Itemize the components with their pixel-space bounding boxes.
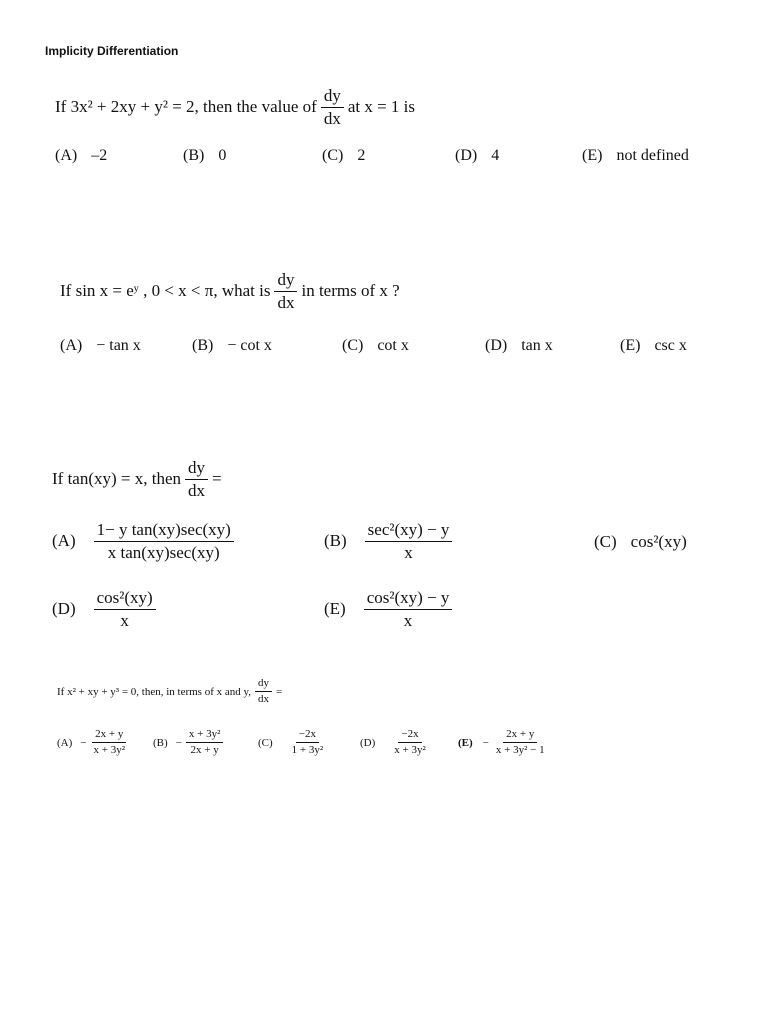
- option-label: (B): [192, 337, 214, 354]
- option-label: (C): [322, 147, 344, 164]
- fraction-denominator: x: [403, 610, 413, 630]
- option-label: (D): [485, 337, 508, 354]
- fraction-denominator: x: [404, 542, 413, 562]
- q1-equation: 3x² + 2xy + y² = 2,: [70, 97, 199, 117]
- q4-option-b[interactable]: [153, 728, 227, 757]
- q3-option-e[interactable]: [324, 588, 456, 630]
- option-label: (A): [57, 736, 73, 749]
- option-label: (C): [342, 337, 364, 354]
- q1-option-e[interactable]: [582, 147, 689, 165]
- option-label: (C): [594, 532, 617, 551]
- q1-option-a[interactable]: [55, 147, 107, 165]
- q4-option-a[interactable]: [57, 728, 132, 757]
- option-fraction: [186, 728, 224, 757]
- fraction-numerator: sec²(xy) − y: [365, 520, 453, 542]
- fraction-numerator: x + 3y²: [186, 728, 224, 743]
- option-fraction: [365, 520, 453, 562]
- option-label: (E): [324, 599, 346, 619]
- option-fraction: [289, 728, 327, 757]
- question-1-stem: [55, 86, 415, 128]
- q3-option-b[interactable]: [324, 520, 456, 562]
- fraction-denominator: x + 3y²: [93, 744, 126, 757]
- option-fraction: [493, 728, 548, 757]
- fraction-numerator: 2x + y: [503, 728, 537, 743]
- fraction-numerator: cos²(xy): [94, 588, 156, 610]
- option-value: 0: [218, 147, 227, 164]
- option-value: cot x: [377, 337, 409, 354]
- option-label: (C): [258, 736, 273, 749]
- q1-option-c[interactable]: [322, 147, 365, 165]
- fraction-numerator: dy: [321, 86, 344, 108]
- option-label: (B): [153, 736, 168, 749]
- option-value: − cot x: [227, 337, 272, 354]
- fraction-numerator: dy: [255, 677, 272, 692]
- fraction-numerator: dy: [185, 458, 208, 480]
- option-value: –2: [91, 147, 108, 164]
- q3-derivative-fraction: [185, 458, 208, 500]
- q2-option-b[interactable]: [192, 337, 272, 355]
- option-sign: −: [80, 736, 87, 749]
- question-4-stem: [57, 677, 282, 706]
- fraction-denominator: x tan(xy)sec(xy): [107, 542, 220, 562]
- option-label: (D): [455, 147, 478, 164]
- fraction-denominator: dx: [277, 292, 295, 312]
- fraction-numerator: −2x: [296, 728, 319, 743]
- q2-stem-pre: If sin x = eʸ , 0 < x < π, what is: [60, 281, 271, 301]
- option-label: (E): [582, 147, 603, 164]
- option-sign: −: [482, 736, 489, 749]
- q1-stem-pre: If: [55, 97, 67, 117]
- q3-option-c[interactable]: [594, 532, 687, 552]
- q1-option-d[interactable]: [455, 147, 499, 165]
- q2-derivative-fraction: [274, 270, 297, 312]
- q2-option-d[interactable]: [485, 337, 553, 355]
- fraction-numerator: −2x: [398, 728, 421, 743]
- option-sign: −: [175, 736, 182, 749]
- page-title: Implicity Differentiation: [45, 44, 179, 58]
- q4-stem-post: =: [276, 685, 283, 698]
- option-value: csc x: [654, 337, 687, 354]
- fraction-denominator: dx: [258, 693, 270, 706]
- q1-derivative-fraction: [321, 86, 344, 128]
- fraction-denominator: x + 3y²: [394, 744, 426, 757]
- option-label: (A): [52, 531, 76, 551]
- q2-stem-post: in terms of x ?: [301, 281, 400, 301]
- q3-option-a[interactable]: [52, 520, 238, 562]
- fraction-numerator: dy: [274, 270, 297, 292]
- option-value: tan x: [521, 337, 553, 354]
- fraction-denominator: 2x + y: [190, 744, 219, 757]
- option-label: (B): [183, 147, 205, 164]
- q1-stem-post: at x = 1 is: [347, 97, 416, 117]
- q3-option-d[interactable]: [52, 588, 160, 630]
- question-3-stem: [52, 458, 222, 500]
- q4-option-d[interactable]: [360, 728, 433, 757]
- option-fraction: [91, 728, 129, 757]
- q4-option-e[interactable]: [458, 728, 552, 757]
- option-value: 4: [491, 147, 500, 164]
- fraction-denominator: x: [120, 610, 129, 630]
- option-value: cos²(xy): [630, 532, 687, 551]
- q2-option-e[interactable]: [620, 337, 687, 355]
- fraction-numerator: 2x + y: [92, 728, 126, 743]
- q1-stem-mid: then the value of: [203, 97, 317, 117]
- option-label: (D): [52, 599, 76, 619]
- fraction-numerator: cos²(xy) − y: [364, 588, 453, 610]
- option-label: (A): [55, 147, 78, 164]
- option-fraction: [364, 588, 453, 630]
- q3-stem-pre: If tan(xy) = x, then: [52, 469, 182, 489]
- option-label: (E): [620, 337, 641, 354]
- q1-option-b[interactable]: [183, 147, 226, 165]
- fraction-denominator: dx: [188, 480, 206, 500]
- q4-stem-pre: If x² + xy + y³ = 0, then, in terms of x and y,: [57, 685, 252, 698]
- question-2-stem: [60, 270, 400, 312]
- option-value: − tan x: [96, 337, 141, 354]
- option-label: (B): [324, 531, 347, 551]
- q4-derivative-fraction: [255, 677, 272, 706]
- option-fraction: [94, 520, 234, 562]
- q2-option-c[interactable]: [342, 337, 409, 355]
- option-label: (A): [60, 337, 83, 354]
- fraction-denominator: 1 + 3y²: [291, 744, 324, 757]
- fraction-numerator: 1− y tan(xy)sec(xy): [94, 520, 234, 542]
- q3-stem-post: =: [212, 469, 222, 489]
- fraction-denominator: x + 3y² − 1: [495, 744, 545, 757]
- fraction-denominator: dx: [323, 108, 341, 128]
- q4-option-c[interactable]: [258, 728, 330, 757]
- option-label: (E): [458, 736, 473, 749]
- option-fraction: [94, 588, 156, 630]
- q2-option-a[interactable]: [60, 337, 141, 355]
- option-fraction: [391, 728, 429, 757]
- option-label: (D): [360, 736, 376, 749]
- option-value: 2: [357, 147, 366, 164]
- option-value: not defined: [616, 147, 689, 164]
